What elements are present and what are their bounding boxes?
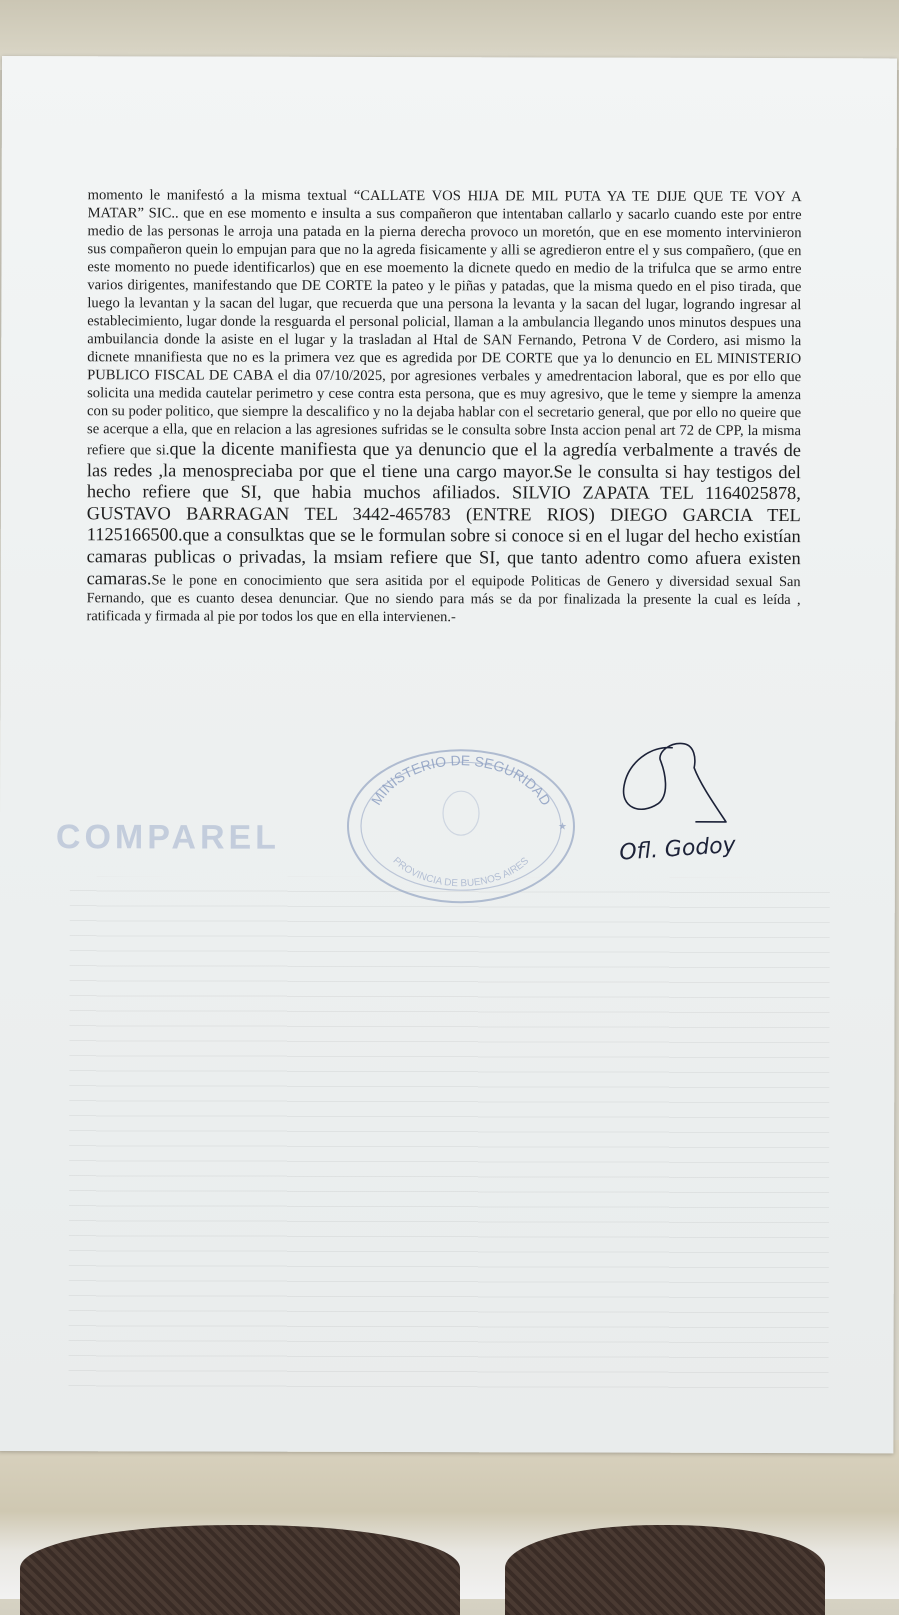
document-page xyxy=(0,56,897,1453)
stamp-top-text: MINISTERIO DE SEGURIDAD xyxy=(367,752,555,809)
paragraph-tail-text: Se le pone en conocimiento que sera asitida por el equipode Politicas de Genero y diversidad sexual San Fernando, que es cuanto desea denunciar. Que no siendo para más se da por finalizada la presente la cual es leída , ratificada y firmada al pie por todos los que en ella intervienen.- xyxy=(86,571,801,626)
left-shoe xyxy=(20,1525,460,1615)
declaration-body xyxy=(87,186,802,627)
paragraph-large-text: que la dicente manifiesta que ya denuncio que el la agredía verbalmente a través de las redes ,la menospreciaba por que el tiene una cargo mayor.Se le consulta si hay testigos del hecho refiere que SI, que habia muchos afiliados. SILVIO ZAPATA TEL 1164025878, GUSTAVO BARRAGAN TEL 3442-465783 (ENTRE RIOS) DIEGO GARCIA TEL 1125166500.que a consulktas que se le formulan sobre si conoce si en el lugar del hecho existían camaras publicas o privadas, la msiam refiere que SI, que tanto adentro como afuera existen camaras. xyxy=(86,438,801,588)
signature-name-text: Ofl. Godoy xyxy=(618,832,737,866)
paragraph-small-text: momento le manifestó a la misma textual “CALLATE VOS HIJA DE MIL PUTA YA TE DIJE QUE TE VOY A MATAR” SIC.. que en ese momento e insulta a sus compañeron que intentaban callarlo y sacarlo cuando este por entre medio de las personas le arroja una patada en la pierna derecha provoco un moretón, que en ese momento intervinieron sus compañeron quein lo empujan para que no la agreda fisicamente y alli se agredieron entre el y sus compañero, (que en este momento no puede identificarlos) que en ese moemento la dicnete quedo en medio de la trifulca que se armo entre varios dirigentes, manifestando que DE CORTE la pateo y le piñas y patadas, que la misma quedo en el piso tirada, que luego la levantan y la sacan del lugar, que recuerda que una persona la levanta y la sacan del lugar, logrando ingresar al establecimiento, lugar donde la resguarda el personal policial, llaman a la ambulancia llegando unos minutos despues una ambuilancia donde la asiste en el lugar y la trasladan al Htal de SAN Fernando, Petrona V de Cordero, asi mismo la dicnete mnanifiesta que no es la primera vez que es agredida por DE CORTE que ya lo denuncio en EL MINISTERIO PUBLICO FISCAL DE CABA el dia 07/10/2025, por agresiones verbales y amedrentacion laboral, que es por ello que solicita una medida cautelar perimetro y cese contra esta persona, que es muy agresivo, que le teme y siempre la amenza con su poder politico, que siempre la descalifico y no la dejaba hablar con el secretario general, que por ello no queire que se acerque a ella, que en relacion a las agresiones sufridas se le consulta sobre Insta accion penal art 72 de CPP, la misma refiere que si. xyxy=(86,187,802,459)
stamp-bottom-text: PROVINCIA DE BUENOS AIRES xyxy=(390,855,532,890)
right-shoe xyxy=(505,1525,825,1615)
stamp-star-icon: ★ xyxy=(557,821,567,833)
declaration-paragraph xyxy=(87,186,802,627)
faded-stamp-text: COMPAREL xyxy=(55,818,281,857)
signature-name xyxy=(620,830,780,870)
reverse-side-bleed xyxy=(68,876,829,1398)
handwritten-signature xyxy=(610,738,750,828)
faded-stamp-mark xyxy=(55,816,281,857)
official-stamp xyxy=(344,747,578,906)
